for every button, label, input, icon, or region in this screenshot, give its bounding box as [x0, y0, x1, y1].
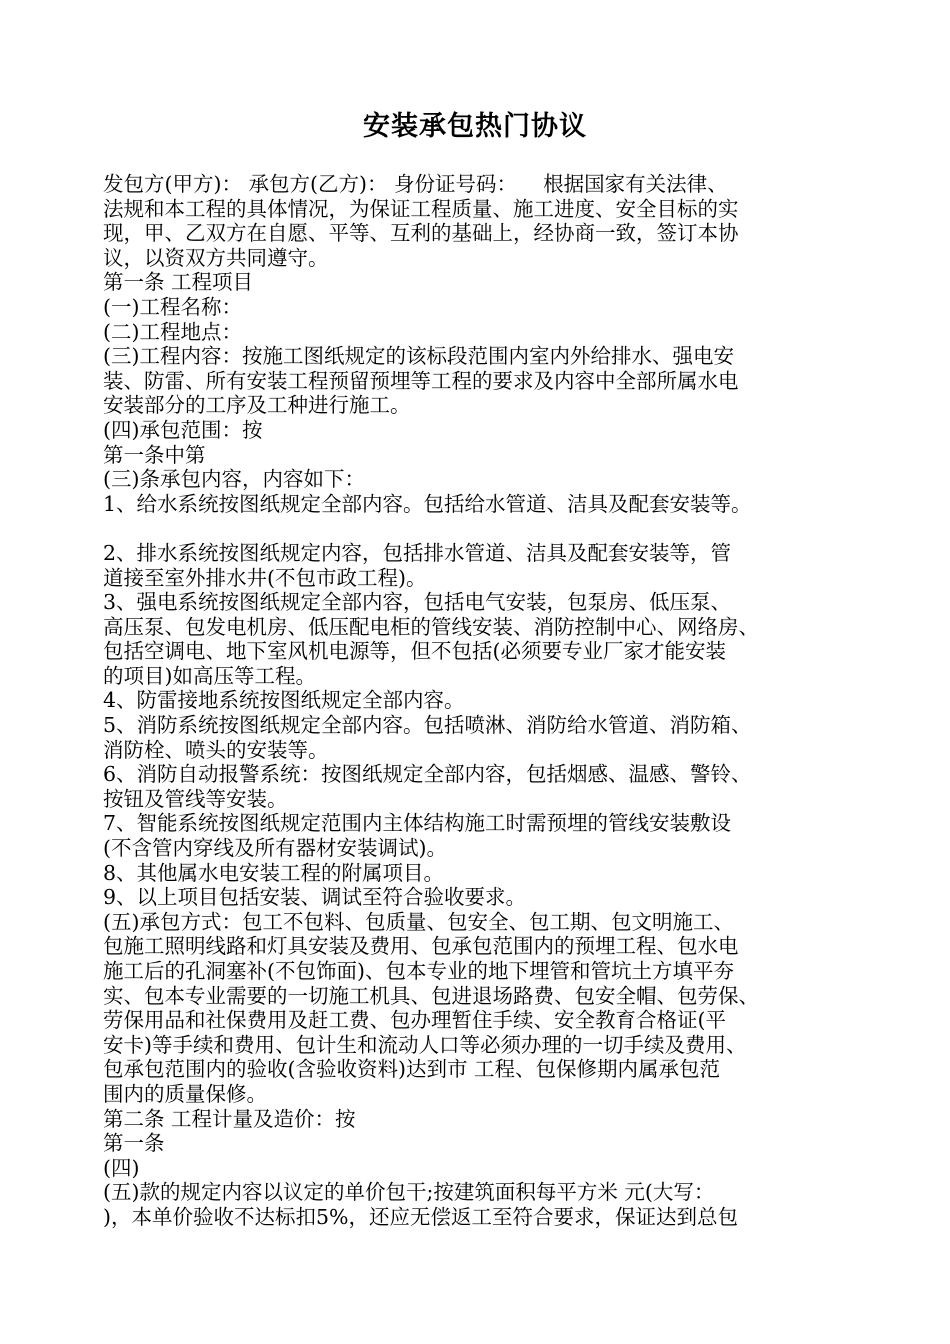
document-body [103, 172, 873, 1230]
body-text-line: 法规和本工程的具体情况，为保证工程质量、施工进度、安全目标的实 [103, 196, 739, 221]
body-text-line: 劳保用品和社保费用及赶工费、包办理暂住手续、安全教育合格证(平 [103, 1008, 726, 1033]
body-text-line: (四)承包范围：按 [103, 417, 263, 442]
body-text-line: 包承包范围内的验收(含验收资料)达到市 工程、包保修期内属承包范 [103, 1057, 721, 1082]
body-text-line: (五)款的规定内容以议定的单价包干;按建筑面积每平方米 元(大写： [103, 1180, 715, 1205]
body-text-line: 道接至室外排水井(不包市政工程)。 [103, 565, 427, 590]
body-text-line: 发包方(甲方)： 承包方(乙方)： 身份证号码： 根据国家有关法律、 [103, 172, 728, 196]
body-text-line: 施工后的孔洞塞补(不包饰面)、包本专业的地下埋管和管坑土方填平夯 [103, 959, 734, 983]
body-text-line: )，本单价验收不达标扣5%，还应无偿返工至符合要求，保证达到总包 [103, 1204, 739, 1229]
body-text-line: 6、消防自动报警系统：按图纸规定全部内容，包括烟感、温感、警铃、 [103, 762, 752, 787]
body-text-line: 包括空调电、地下室风机电源等，但不包括(必须要专业厂家才能安装 [103, 639, 726, 664]
body-text-line: 高压泵、包发电机房、低压配电柜的管线安装、消防控制中心、网络房、 [103, 614, 759, 639]
body-text-line: (四) [103, 1155, 140, 1180]
body-text-line: 安卡)等手续和费用、包计生和流动人口等必须办理的一切手续及费用、 [103, 1032, 747, 1057]
body-text-line: (三)条承包内容，内容如下： [103, 467, 365, 492]
body-text-line: 消防栓、喷头的安装等。 [103, 737, 329, 762]
body-text-line: 装、防雷、所有安装工程预留预埋等工程的要求及内容中全部所属水电 [103, 368, 739, 393]
body-text-line: 3、强电系统按图纸规定全部内容，包括电气安装，包泵房、低压泵、 [103, 590, 732, 615]
body-text-line: 的项目)如高压等工程。 [103, 663, 316, 688]
body-text-line: (二)工程地点： [103, 319, 242, 344]
body-text-line: 第一条中第 [103, 442, 206, 467]
body-text-line: 第二条 工程计量及造价：按 [103, 1106, 356, 1131]
body-text-line: 2、排水系统按图纸规定内容，包括排水管道、洁具及配套安装等，管 [103, 540, 732, 565]
body-text-line: 围内的质量保修。 [103, 1081, 267, 1106]
body-text-line: 5、消防系统按图纸规定全部内容。包括喷淋、消防给水管道、消防箱、 [103, 713, 752, 738]
body-text-line: 议，以资双方共同遵守。 [103, 245, 329, 270]
body-text-line: 实、包本专业需要的一切施工机具、包进退场路费、包安全帽、包劳保、 [103, 983, 759, 1008]
body-text-line: 7、智能系统按图纸规定范围内主体结构施工时需预埋的管线安装敷设 [103, 811, 732, 836]
body-text-line: (不含管内穿线及所有器材安装调试)。 [103, 836, 447, 861]
body-text-line: (一)工程名称： [103, 294, 242, 319]
document-title: 安装承包热门协议 [363, 111, 587, 142]
body-text-line: 第一条 工程项目 [103, 270, 254, 295]
body-text-line: 现，甲、乙双方在自愿、平等、互利的基础上，经协商一致，签订本协 [103, 221, 739, 246]
body-text-line: 4、防雷接地系统按图纸规定全部内容。 [103, 688, 465, 713]
body-text-line: 第一条 [103, 1131, 165, 1156]
body-text-line: (五)承包方式：包工不包料、包质量、包安全、包工期、包文明施工、 [103, 909, 734, 934]
body-text-line: 按钮及管线等安装。 [103, 786, 288, 811]
body-text-line [103, 516, 873, 541]
body-text-line: 1、给水系统按图纸规定全部内容。包括给水管道、洁具及配套安装等。 [103, 491, 752, 516]
body-text-line: 8、其他属水电安装工程的附属项目。 [103, 860, 445, 885]
body-text-line: 9、以上项目包括安装、调试至符合验收要求。 [103, 885, 527, 910]
body-text-line: 包施工照明线路和灯具安装及费用、包承包范围内的预埋工程、包水电 [103, 934, 739, 959]
body-text-line: (三)工程内容：按施工图纸规定的该标段范围内室内外给排水、强电安 [103, 344, 734, 369]
body-text-line: 安装部分的工序及工种进行施工。 [103, 393, 411, 418]
